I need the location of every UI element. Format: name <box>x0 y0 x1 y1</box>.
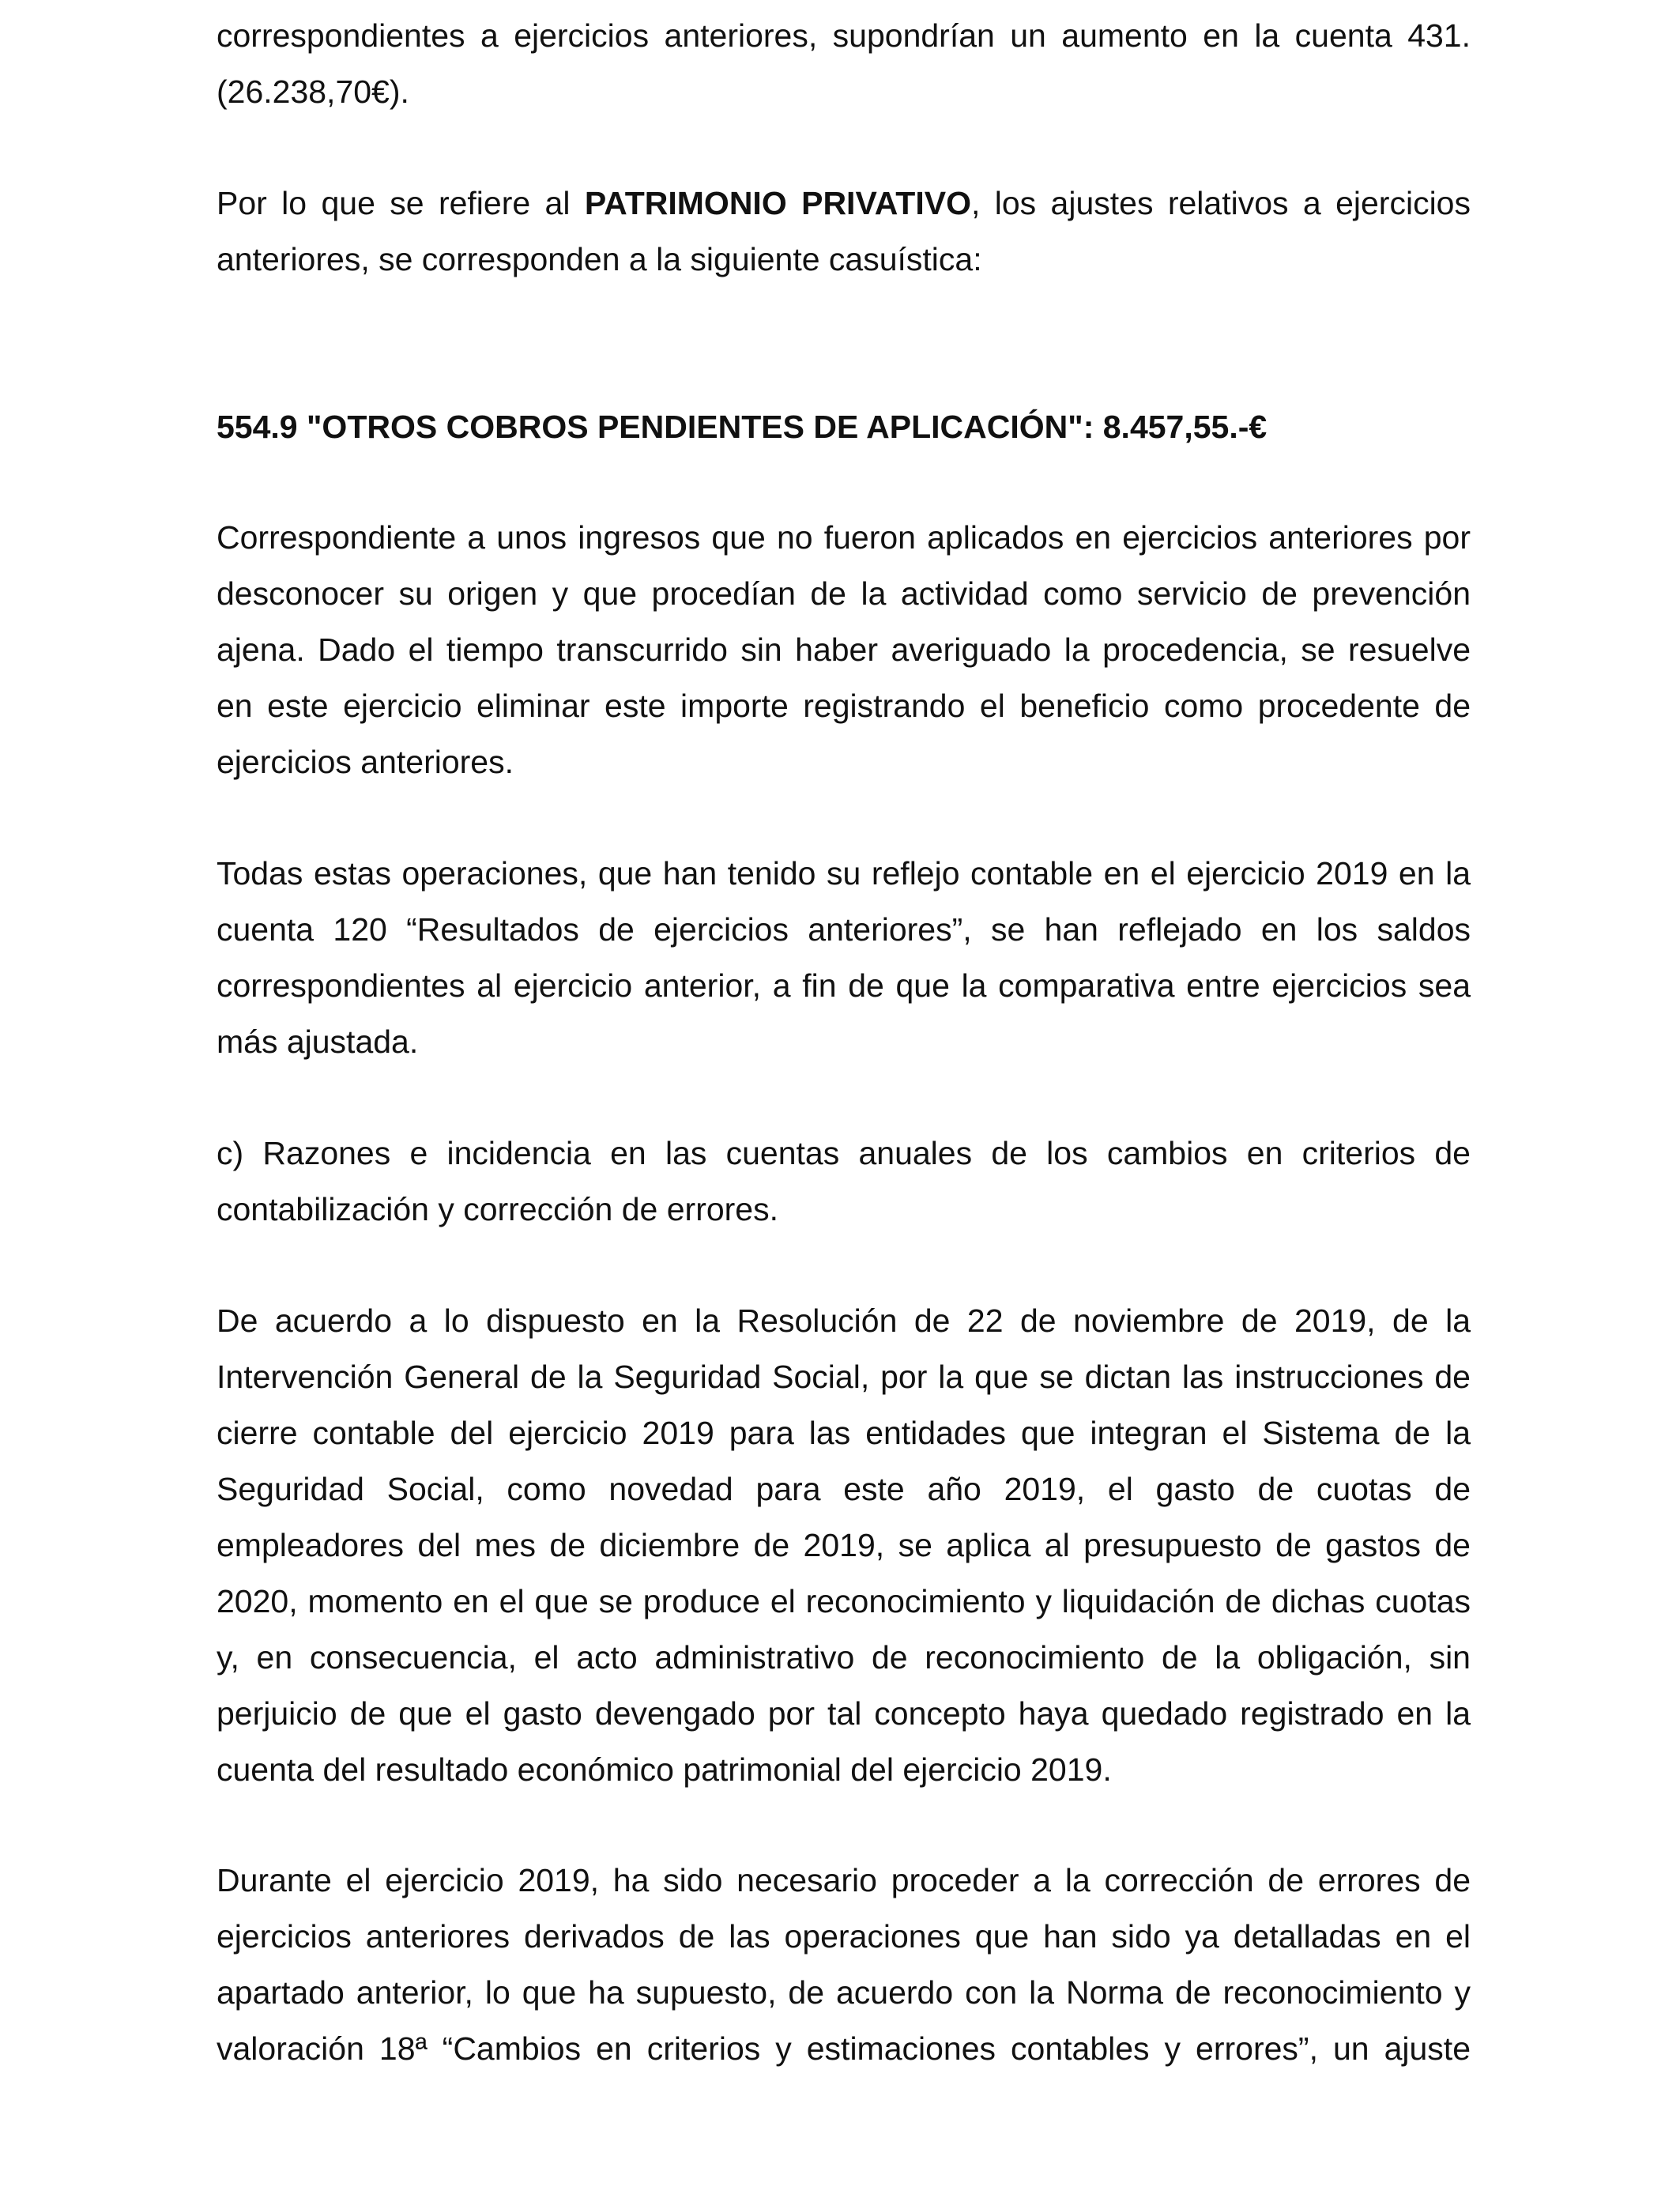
paragraph-text-after: , los ajustes relativos a ejercicios anteriores, se corresponden a la siguiente casuística: <box>217 185 1471 277</box>
paragraph-operaciones-cuenta-120: Todas estas operaciones, que han tenido su reflejo contable en el ejercicio 2019 en la cuenta 120 “Resultados de ejercicios anteriores”, se han reflejado en los saldos correspondientes al ejercicio anterior, a fin de que la comparativa entre ejercicios sea más ajustada. <box>217 855 1471 1060</box>
paragraph-ingresos-no-aplicados: Correspondiente a unos ingresos que no fueron aplicados en ejercicios anteriores por desconocer su origen y que procedían de la actividad como servicio de prevención ajena. Dado el tiempo transcurrido sin haber averiguado la procedencia, se resuelve en este ejercicio eliminar este importe registrando el beneficio como procedente de ejercicios anteriores. <box>217 519 1471 780</box>
paragraph-resolucion-noviembre: De acuerdo a lo dispuesto en la Resolución de 22 de noviembre de 2019, de la Intervención General de la Seguridad Social, por la que se dictan las instrucciones de cierre contable del ejercicio 2019 para las entidades que integran el Sistema de la Seguridad Social, como novedad para este año 2019, el gasto de cuotas de empleadores del mes de diciembre de 2019, se aplica al presupuesto de gastos de 2020, momento en el que se produce el reconocimiento y liquidación de dichas cuotas y, en consecuencia, el acto administrativo de reconocimiento de la obligación, sin perjuicio de que el gasto devengado por tal concepto haya quedado registrado en la cuenta del resultado económico patrimonial del ejercicio 2019. <box>217 1302 1471 1788</box>
patrimonio-privativo-bold: PATRIMONIO PRIVATIVO <box>584 185 971 221</box>
paragraph-razones-incidencia: c) Razones e incidencia en las cuentas anuales de los cambios en criterios de contabilización y corrección de errores. <box>217 1135 1471 1227</box>
paragraph-cuenta-431: correspondientes a ejercicios anteriores, supondrían un aumento en la cuenta 431. (26.238,70€). <box>217 17 1471 110</box>
paragraph-patrimonio-privativo <box>217 175 1471 288</box>
paragraph-correccion-errores: Durante el ejercicio 2019, ha sido necesario proceder a la corrección de errores de ejercicios anteriores derivados de las operaciones que han sido ya detalladas en el apartado anterior, lo que ha supuesto, de acuerdo con la Norma de reconocimiento y valoración 18ª “Cambios en criterios y estimaciones contables y errores”, un ajuste <box>217 1862 1471 2067</box>
paragraph-text-before: Por lo que se refiere al <box>217 185 585 221</box>
section-heading-554-9: 554.9 "OTROS COBROS PENDIENTES DE APLICACIÓN": 8.457,55.-€ <box>217 409 1268 445</box>
